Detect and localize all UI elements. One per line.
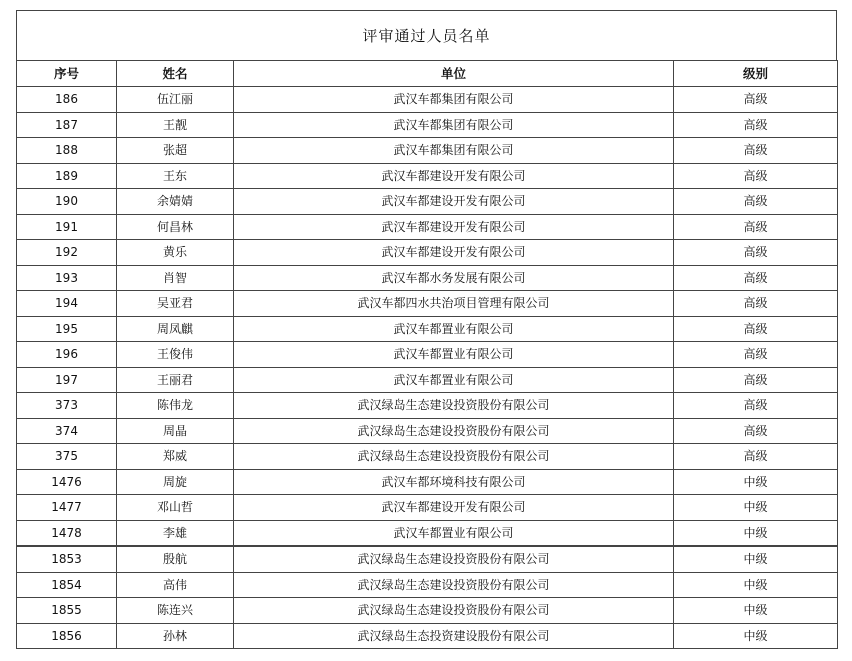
cell-level: 高级	[674, 265, 838, 291]
cell-organization: 武汉绿岛生态投资建设股份有限公司	[234, 623, 674, 649]
cell-name: 肖智	[117, 265, 234, 291]
cell-name: 王东	[117, 163, 234, 189]
table-row	[17, 112, 838, 138]
cell-level: 中级	[674, 469, 838, 495]
table-row	[17, 393, 838, 419]
roster-table	[16, 60, 838, 649]
cell-level: 中级	[674, 598, 838, 624]
document-title: 评审通过人员名单	[16, 10, 837, 60]
cell-name: 张超	[117, 138, 234, 164]
header-organization: 单位	[234, 61, 674, 87]
table-row	[17, 367, 838, 393]
cell-serial-number: 1478	[17, 520, 117, 546]
cell-organization: 武汉绿岛生态建设投资股份有限公司	[234, 546, 674, 572]
cell-level: 高级	[674, 367, 838, 393]
table-row	[17, 189, 838, 215]
cell-serial-number: 373	[17, 393, 117, 419]
cell-serial-number: 1856	[17, 623, 117, 649]
cell-organization: 武汉车都建设开发有限公司	[234, 214, 674, 240]
table-row	[17, 240, 838, 266]
cell-level: 高级	[674, 316, 838, 342]
cell-organization: 武汉绿岛生态建设投资股份有限公司	[234, 598, 674, 624]
cell-serial-number: 189	[17, 163, 117, 189]
cell-name: 殷航	[117, 546, 234, 572]
cell-level: 高级	[674, 138, 838, 164]
cell-name: 王靓	[117, 112, 234, 138]
cell-serial-number: 188	[17, 138, 117, 164]
cell-organization: 武汉车都置业有限公司	[234, 367, 674, 393]
cell-organization: 武汉车都集团有限公司	[234, 112, 674, 138]
cell-name: 周晶	[117, 418, 234, 444]
cell-serial-number: 187	[17, 112, 117, 138]
table-row	[17, 469, 838, 495]
cell-name: 周旋	[117, 469, 234, 495]
cell-name: 李雄	[117, 520, 234, 546]
header-level: 级别	[674, 61, 838, 87]
cell-organization: 武汉车都置业有限公司	[234, 342, 674, 368]
cell-name: 邓山哲	[117, 495, 234, 521]
cell-level: 高级	[674, 189, 838, 215]
cell-name: 余婧婧	[117, 189, 234, 215]
cell-level: 高级	[674, 291, 838, 317]
cell-level: 高级	[674, 163, 838, 189]
cell-name: 黄乐	[117, 240, 234, 266]
cell-organization: 武汉车都水务发展有限公司	[234, 265, 674, 291]
table-row	[17, 598, 838, 624]
table-row	[17, 444, 838, 470]
table-row	[17, 418, 838, 444]
table-row	[17, 623, 838, 649]
cell-serial-number: 191	[17, 214, 117, 240]
header-serial-number: 序号	[17, 61, 117, 87]
cell-name: 吴亚君	[117, 291, 234, 317]
cell-name: 何昌林	[117, 214, 234, 240]
cell-level: 高级	[674, 342, 838, 368]
header-row	[17, 61, 838, 87]
cell-name: 高伟	[117, 572, 234, 598]
cell-organization: 武汉车都集团有限公司	[234, 87, 674, 113]
table-row	[17, 495, 838, 521]
table-row	[17, 316, 838, 342]
cell-serial-number: 1854	[17, 572, 117, 598]
header-name: 姓名	[117, 61, 234, 87]
cell-organization: 武汉车都集团有限公司	[234, 138, 674, 164]
cell-serial-number: 1853	[17, 546, 117, 572]
table-row	[17, 163, 838, 189]
roster-sheet	[16, 10, 837, 649]
cell-level: 高级	[674, 393, 838, 419]
cell-name: 陈伟龙	[117, 393, 234, 419]
cell-serial-number: 190	[17, 189, 117, 215]
cell-organization: 武汉车都环境科技有限公司	[234, 469, 674, 495]
cell-level: 中级	[674, 572, 838, 598]
table-row	[17, 265, 838, 291]
cell-level: 中级	[674, 495, 838, 521]
cell-organization: 武汉车都建设开发有限公司	[234, 163, 674, 189]
cell-name: 伍江丽	[117, 87, 234, 113]
cell-organization: 武汉绿岛生态建设投资股份有限公司	[234, 444, 674, 470]
cell-serial-number: 375	[17, 444, 117, 470]
cell-serial-number: 194	[17, 291, 117, 317]
cell-level: 中级	[674, 520, 838, 546]
cell-level: 高级	[674, 444, 838, 470]
cell-organization: 武汉绿岛生态建设投资股份有限公司	[234, 393, 674, 419]
table-row	[17, 342, 838, 368]
cell-serial-number: 195	[17, 316, 117, 342]
cell-serial-number: 186	[17, 87, 117, 113]
cell-organization: 武汉车都置业有限公司	[234, 316, 674, 342]
cell-organization: 武汉车都四水共治项目管理有限公司	[234, 291, 674, 317]
cell-name: 王丽君	[117, 367, 234, 393]
cell-serial-number: 1476	[17, 469, 117, 495]
cell-organization: 武汉绿岛生态建设投资股份有限公司	[234, 418, 674, 444]
cell-organization: 武汉车都建设开发有限公司	[234, 495, 674, 521]
cell-serial-number: 193	[17, 265, 117, 291]
cell-level: 高级	[674, 87, 838, 113]
table-row	[17, 138, 838, 164]
cell-level: 高级	[674, 240, 838, 266]
cell-name: 王俊伟	[117, 342, 234, 368]
cell-serial-number: 1477	[17, 495, 117, 521]
cell-name: 孙林	[117, 623, 234, 649]
table-row	[17, 546, 838, 572]
cell-organization: 武汉车都置业有限公司	[234, 520, 674, 546]
cell-level: 中级	[674, 546, 838, 572]
cell-serial-number: 196	[17, 342, 117, 368]
cell-organization: 武汉绿岛生态建设投资股份有限公司	[234, 572, 674, 598]
table-row	[17, 87, 838, 113]
cell-level: 高级	[674, 112, 838, 138]
cell-serial-number: 192	[17, 240, 117, 266]
cell-level: 中级	[674, 623, 838, 649]
cell-organization: 武汉车都建设开发有限公司	[234, 189, 674, 215]
cell-name: 郑威	[117, 444, 234, 470]
table-row	[17, 572, 838, 598]
cell-name: 陈连兴	[117, 598, 234, 624]
cell-serial-number: 374	[17, 418, 117, 444]
cell-serial-number: 197	[17, 367, 117, 393]
table-row	[17, 520, 838, 546]
cell-level: 高级	[674, 418, 838, 444]
cell-level: 高级	[674, 214, 838, 240]
cell-name: 周凤麒	[117, 316, 234, 342]
cell-organization: 武汉车都建设开发有限公司	[234, 240, 674, 266]
table-row	[17, 214, 838, 240]
table-body	[17, 87, 838, 649]
table-row	[17, 291, 838, 317]
cell-serial-number: 1855	[17, 598, 117, 624]
